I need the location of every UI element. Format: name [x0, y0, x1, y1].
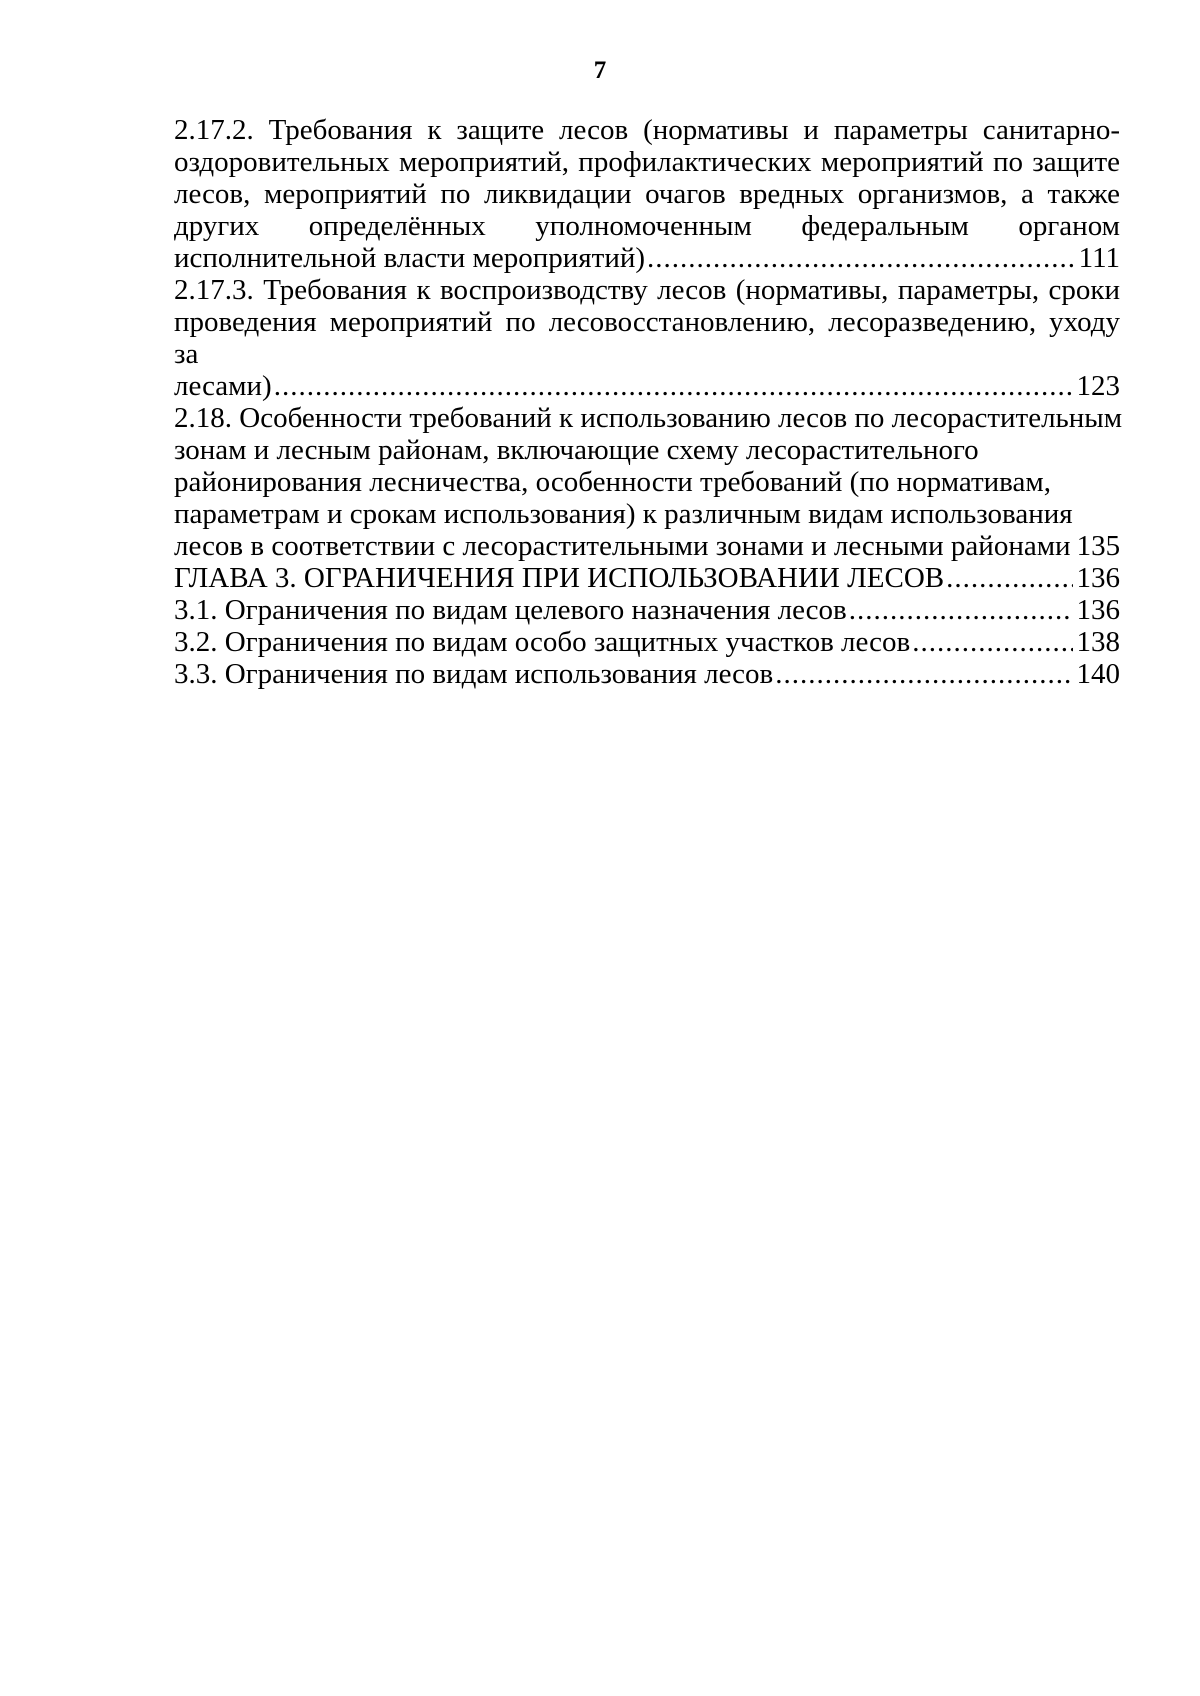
toc-entry-leader-line[interactable]: [174, 658, 1120, 690]
toc-entry-line: других определённых уполномоченным федеральным органом: [174, 210, 1120, 242]
toc-page-number: 136: [1076, 594, 1120, 626]
toc-entry-2-17-2: [174, 114, 1120, 274]
dot-leader: [274, 370, 1073, 402]
toc-entry-leader-line[interactable]: [174, 626, 1120, 658]
toc-entry-line: 2.18. Особенности требований к использованию лесов по лесорастительным: [174, 402, 1123, 434]
dot-leader: [849, 594, 1073, 626]
toc-entry-last-line: исполнительной власти мероприятий): [174, 242, 646, 274]
toc-entry-last-line: лесов в соответствии с лесорастительными зонами и лесными районами: [174, 530, 1071, 562]
toc-page-number: 111: [1078, 242, 1120, 274]
toc-entry-line: оздоровительных мероприятий, профилактических мероприятий по защите: [174, 146, 1120, 178]
toc-entry-2-18: [174, 402, 1123, 562]
toc-entry-line: районирования лесничества, особенности требований (по нормативам,: [174, 466, 1051, 498]
toc-entry-leader-line[interactable]: [174, 370, 1120, 402]
toc-page-number: 123: [1076, 370, 1120, 402]
toc-entry-3-2: [174, 626, 1120, 658]
toc-page-number: 140: [1076, 658, 1120, 690]
toc-entry-line: 2.17.2. Требования к защите лесов (нормативы и параметры санитарно-: [174, 114, 1120, 146]
toc-entry-last-line: 3.1. Ограничения по видам целевого назначения лесов: [174, 594, 847, 626]
toc-entry-leader-line[interactable]: [174, 594, 1120, 626]
toc-entry-chapter-3: [174, 562, 1120, 594]
toc-entry-last-line: лесами): [174, 370, 272, 402]
table-of-contents: [174, 114, 1123, 690]
dot-leader: [946, 562, 1072, 594]
toc-entry-line: параметрам и срокам использования) к различным видам использования: [174, 498, 1073, 530]
dot-leader: [775, 658, 1072, 690]
page-number: 7: [593, 57, 607, 84]
dot-leader: [912, 626, 1072, 658]
toc-entry-2-17-3: [174, 274, 1120, 402]
toc-entry-last-line: 3.2. Ограничения по видам особо защитных участков лесов: [174, 626, 911, 658]
toc-entry-leader-line[interactable]: [174, 242, 1120, 274]
toc-page-number: 136: [1076, 562, 1120, 594]
dot-leader: [647, 242, 1075, 274]
toc-entry-leader-line[interactable]: [174, 562, 1120, 594]
toc-page-number: 138: [1076, 626, 1120, 658]
toc-entry-leader-line[interactable]: [174, 530, 1120, 562]
toc-entry-3-3: [174, 658, 1120, 690]
toc-entry-line: проведения мероприятий по лесовосстановлению, лесоразведению, уходу за: [174, 306, 1120, 370]
toc-entry-line: зонам и лесным районам, включающие схему лесорастительного: [174, 434, 979, 466]
toc-entry-line: 2.17.3. Требования к воспроизводству лесов (нормативы, параметры, сроки: [174, 274, 1120, 306]
toc-entry-line: лесов, мероприятий по ликвидации очагов вредных организмов, а также: [174, 178, 1120, 210]
toc-entry-3-1: [174, 594, 1120, 626]
toc-entry-last-line: ГЛАВА 3. ОГРАНИЧЕНИЯ ПРИ ИСПОЛЬЗОВАНИИ ЛЕСОВ: [174, 562, 945, 594]
toc-page-number: 135: [1076, 530, 1121, 562]
toc-entry-last-line: 3.3. Ограничения по видам использования лесов: [174, 658, 774, 690]
